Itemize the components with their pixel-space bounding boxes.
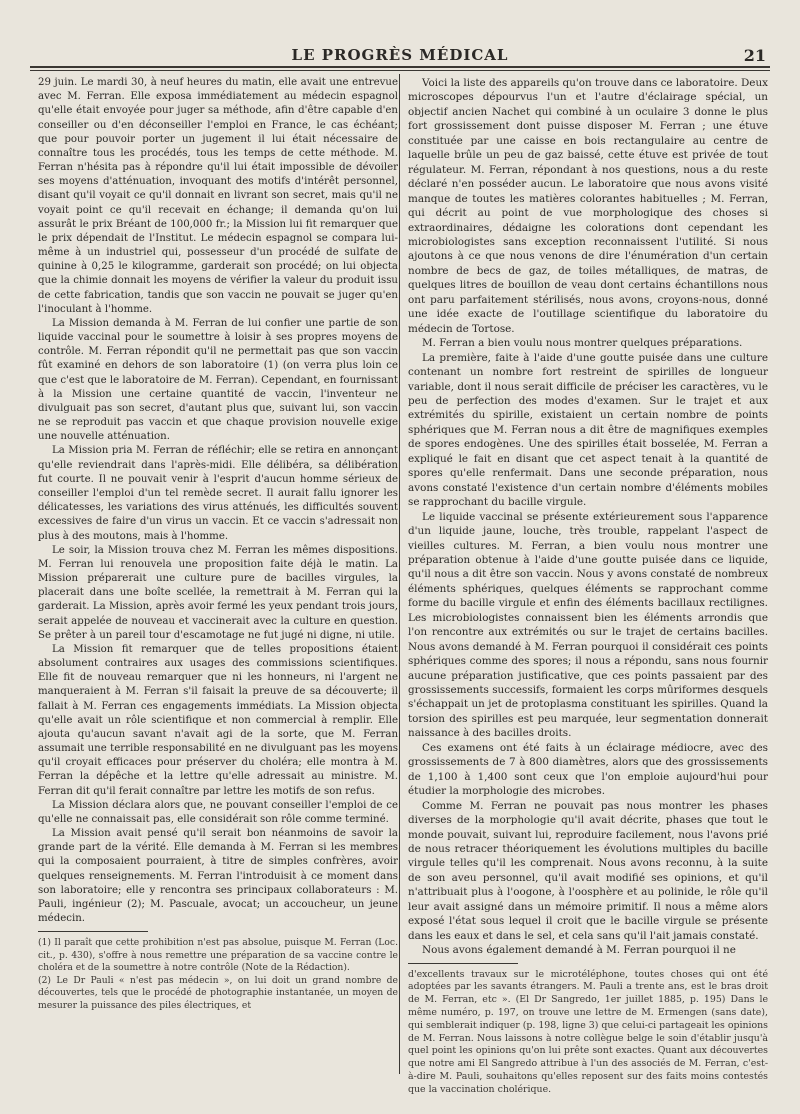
footnote: d'excellents travaux sur le microtéléphone, toutes choses qui ont été adoptées par les savants étrangers. M. Pauli a trente ans, est le bras droit de M. Ferran, etc ». (El Dr Sangredo, 1er juillet 1885, p. 195) Dans le même numéro, p. 197, on trouve une lettre de M. Ermengen (sans date), qui semblerait indiquer (p. 198, ligne 3) que celui-ci partageait les opinions de M. Ferran. Nous laissons à notre collègue belge le soin d'établir jusqu'à quel point les opinions qu'on lui prête sont exactes. Quant aux découvertes que notre ami El Sangredo attribue à l'un des associés de M. Ferran, c'est-à-dire M. Pauli, souhaitons qu'elles reposent sur des faits moins contestés que la vaccination cholérique. bbox=[408, 968, 768, 1095]
paragraph: La Mission pria M. Ferran de réfléchir; elle se retira en annonçant qu'elle reviendrait dans l'après-midi. Elle délibéra, sa délibération fut courte. Il ne pouvait venir à l'esprit d'aucun homme sérieux de conseiller l'emploi d'un tel remède secret. Il aurait fallu ignorer les délicatesses, les variations des virus atténués, les difficultés souvent excessives de faire d'un virus un vaccin. Et ce vaccin s'adressait non plus à des moutons, mais à l'homme. bbox=[38, 445, 398, 542]
footnote: (2) Le Dr Pauli « n'est pas médecin », on lui doit un grand nombre de découvertes, tels que le procédé de photographie instantanée, un moyen de mesurer la puissance des piles électriques, et bbox=[38, 974, 398, 1011]
paragraph: Le liquide vaccinal se présente extérieurement sous l'apparence d'un liquide jaune, louche, très trouble, rappelant l'aspect de vieilles cultures. M. Ferran, a bien voulu nous montrer une préparation obtenue à l'aide d'une goutte puisée dans ce liquide, qu'il nous a dit être son vaccin. Nous y avons constaté de nombreux éléments sphériques, quelques éléments se rapprochant comme forme du bacille virgule et enfin des éléments bacillaux rectilignes. Les microbiologistes connaissent bien les éléments arrondis que l'on rencontre aux extrémités ou sur le trajet de certains bacilles. Nous avons demandé à M. Ferran pourquoi il considérait ces points sphériques comme des spores; il nous a répondu, sans nous fournir aucune préparation justificative, que ces points passaient par des grossissements successifs, formaient les corps mûriformes desquels s'échappait un jet de protoplasma constituant les spirilles. Quand la torsion des spirilles est peu marquée, leur segmentation donnerait naissance à des bacilles droits. bbox=[408, 510, 768, 740]
paragraph: La Mission fit remarquer que de telles propositions étaient absolument contraires aux usages des commissions scientifiques. Elle fit de nouveau remarquer que ni les honneurs, ni l'argent ne manqueraient à M. Ferran s'il faisait la preuve de sa découverte; il fallait à M. Ferran ces engagements immédiats. La Mission objecta qu'elle avait un rôle scientifique et non commercial à remplir. Elle ajouta qu'aucun savant n'avait agi de la sorte, que M. Ferran assumait une terrible responsabilité en ne divulguant pas les moyens qu'il croyait efficaces pour préserver du choléra; elle montra à M. Ferran la dépêche et la lettre qu'elle adressait au ministre. M. Ferran dit qu'il ferait connaître par lettre les motifs de son refus. bbox=[38, 643, 398, 797]
page-number: 21 bbox=[743, 46, 766, 65]
footnote: (1) Il paraît que cette prohibition n'est pas absolue, puisque M. Ferran (Loc. cit., p. 430), s'offre à nous remettre une préparation de sa vaccine contre le choléra et de la soumettre à notre contrôle (Note de la Rédaction). bbox=[38, 937, 398, 974]
paragraph: Nous avons également demandé à M. Ferran pourquoi il ne bbox=[422, 944, 736, 957]
paragraph: Ces examens ont été faits à un éclairage médiocre, avec des grossissements de 7 à 800 diamètres, alors que des grossissements de 1,100 à 1,400 sont ceux que l'on emploie aujourd'hui pour étudier la morphologie des microbes. bbox=[408, 741, 768, 798]
paragraph: M. Ferran a bien voulu nous montrer quelques préparations. bbox=[422, 337, 743, 350]
header-rule-thin bbox=[30, 70, 770, 71]
footnote-rule bbox=[408, 963, 518, 964]
paragraph: La première, faite à l'aide d'une goutte puisée dans une culture contenant un nombre fort restreint de spirilles de longueur variable, dont il nous serait difficile de préciser les caractères, vu le peu de perfection des modes d'examen. Sur le trajet et aux extrémités du spirille, existaient un certain nombre de points sphériques que M. Ferran nous a dit être de magnifiques exemples de spores endogènes. Une des spirilles était bosselée, M. Ferran a expliqué le fait en disant que cet aspect tenait à la quantité de spores qu'elle renfermait. Dans une seconde préparation, nous avons constaté l'existence d'un certain nombre d'éléments mobiles se rapprochant du bacille virgule. bbox=[408, 351, 768, 509]
footnotes bbox=[408, 969, 768, 1097]
paragraph: Le soir, la Mission trouva chez M. Ferran les mêmes dispositions. M. Ferran lui renouvela une proposition faite déjà le matin. La Mission préparerait une culture pure de bacilles virgules, la placerait dans une boîte scellée, la remettrait à M. Ferran qui la garderait. La Mission, après avoir fermé les yeux pendant trois jours, serait appelée de nouveau et vaccinerait avec la culture en question. Se prêter à un pareil tour d'escamotage ne fut jugé ni digne, ni utile. bbox=[38, 544, 398, 641]
paragraph: Voici la liste des appareils qu'on trouve dans ce laboratoire. Deux microscopes dépourvus l'un et l'autre d'éclairage spécial, un objectif ancien Nachet qui combiné à un oculaire 3 donne le plus fort grossissement dont puisse disposer M. Ferran ; une étuve constituée par une caisse en bois rectangulaire au centre de laquelle brûle un peu de gaz baissé, cette étuve est privée de tout régulateur. M. Ferran, répondant à nos questions, nous a du reste déclaré n'en posséder aucun. Le laboratoire que nous avons visité manque de toutes les matières colorantes habituelles ; M. Ferran, qui décrit au point de vue morphologique des choses si extraordinaires, dédaigne les colorations dont cependant les microbiologistes sans exception reconnaissent l'utilité. Si nous ajoutons à ce que nous venons de dire l'énumération d'un certain nombre de becs de gaz, de toiles métalliques, de matras, de quelques litres de bouillon de veau dont certains échantillons nous ont paru parfaitement stérilisés, nous avons, croyons-nous, donné une idée exacte de l'outillage scientifique du laboratoire du médecin de Tortose. bbox=[408, 77, 768, 335]
journal-title: LE PROGRÈS MÉDICAL bbox=[291, 46, 509, 64]
column-separator bbox=[399, 74, 400, 1074]
left-column bbox=[38, 76, 398, 1012]
paragraph: 29 juin. Le mardi 30, à neuf heures du matin, elle avait une entrevue avec M. Ferran. Elle exposa immédiatement au médecin espagnol qu'elle était envoyée pour juger sa méthode, afin d'être capable d'en conseiller ou d'en déconseiller l'emploi en France, le cas échéant; que pour pouvoir porter un jugement il lui était nécessaire de connaître tous les procédés, tous les temps de cette méthode. M. Ferran n'hésita pas à répondre qu'il lui était impossible de dévoiler ses moyens d'atténuation, invoquant des motifs d'intérêt personnel, disant qu'il voyait ce qu'il donnait en livrant son secret, mais qu'il ne voyait point ce qu'il recevait en échange; il demanda qu'on lui assurât le prix Bréant de 100,000 fr.; la Mission lui fit remarquer que le prix dépendait de l'Institut. Le médecin espagnol se compara lui-même à un industriel qui, possesseur d'un procédé de sulfate de quinine à 0,25 le kilogramme, garderait son procédé; on lui objecta que la chimie donnait les moyens de vérifier la valeur du produit issu de cette fabrication, tandis que son vaccin ne pouvait se juger qu'en l'inoculant à l'homme. bbox=[38, 77, 398, 315]
header-rule bbox=[30, 66, 770, 68]
paragraph: La Mission demanda à M. Ferran de lui confier une partie de son liquide vaccinal pour le soumettre à loisir à ses propres moyens de contrôle. M. Ferran répondit qu'il ne permettait pas que son vaccin fût examiné en dehors de son laboratoire (1) (on verra plus loin ce que c'est que le laboratoire de M. Ferran). Cependant, en fournissant à la Mission une certaine quantité de vaccin, l'inventeur ne divulguait pas son secret, d'autant plus que, suivant lui, son vaccin ne se reproduit pas vaccin et que chaque provision nouvelle exige une nouvelle atténuation. bbox=[38, 317, 398, 443]
paragraph: La Mission déclara alors que, ne pouvant conseiller l'emploi de ce qu'elle ne connaissait pas, elle considérait son rôle comme terminé. bbox=[38, 799, 398, 825]
paragraph: Comme M. Ferran ne pouvait pas nous montrer les phases diverses de la morphologie qu'il avait décrite, phases que tout le monde pouvait, suivant lui, reproduire facilement, nous l'avons prié de nous retracer théoriquement les évolutions multiples du bacille virgule telles qu'il les comprenait. Nous avons reconnu, à la suite de son aveu personnel, qu'il avait modifié ses opinions, et qu'il n'attribuait plus à l'oogone, à l'oosphère et au polinide, le rôle qu'il leur avait assigné dans un mémoire primitif. Il nous a même alors exposé l'état sous lequel il croit que le bacille virgule se présente dans les eaux et dans le sel, et cela sans qu'il l'ait jamais constaté. bbox=[408, 799, 768, 942]
paragraph: La Mission avait pensé qu'il serait bon néanmoins de savoir la grande part de la vérité. Elle demanda à M. Ferran si les membres qui la composaient pourraient, à titre de simples confrères, avoir quelques renseignements. M. Ferran l'introduisit à ce moment dans son laboratoire; elle y rencontra ses principaux collaborateurs : M. Pauli, ingénieur (2); M. Pascuale, avocat; un accoucheur, un jeune médecin. bbox=[38, 828, 398, 925]
footnote-rule bbox=[38, 931, 148, 932]
footnotes bbox=[38, 937, 398, 1012]
page-header bbox=[30, 44, 770, 66]
right-column bbox=[408, 76, 768, 1097]
